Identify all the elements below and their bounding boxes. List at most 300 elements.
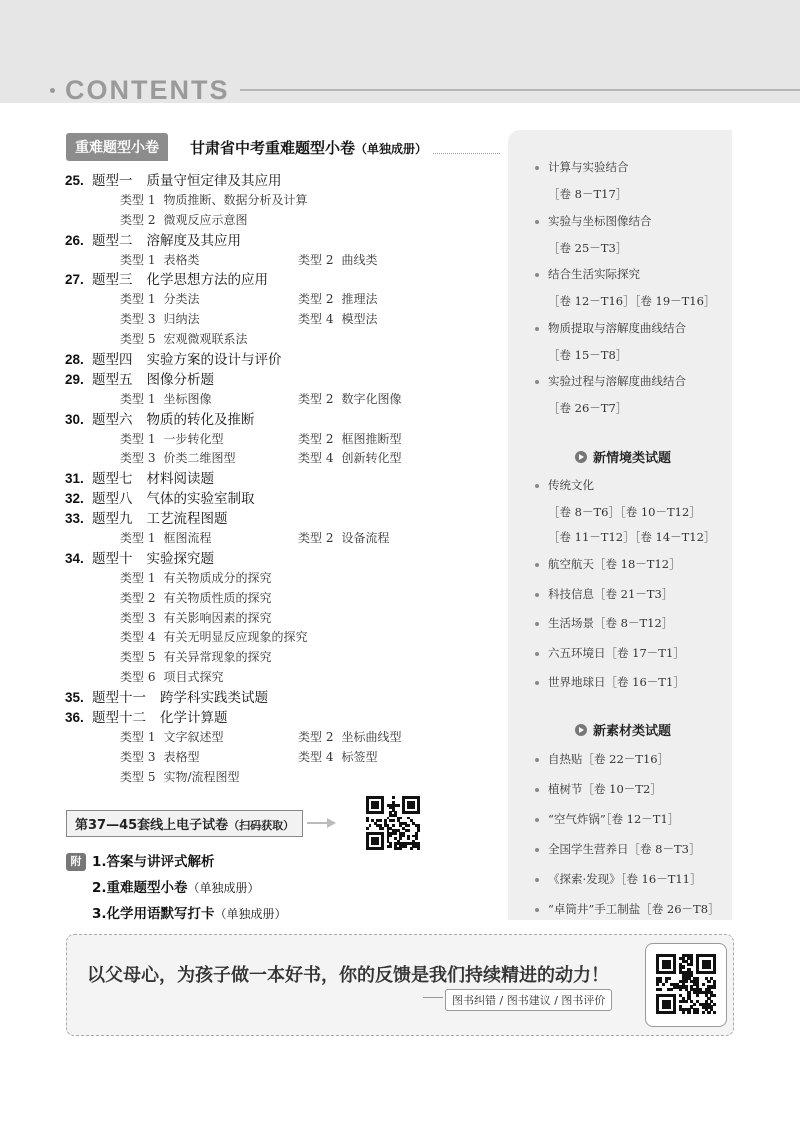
toc-subtype-title: 物质推断、数据分析及计算 <box>163 192 308 207</box>
right-panel-item <box>535 550 735 580</box>
toc-subtype[interactable] <box>298 748 377 768</box>
toc-number: 26. <box>65 232 84 248</box>
qr-module <box>381 827 384 830</box>
toc-sub-row <box>65 748 505 768</box>
appendix-item <box>66 877 287 903</box>
qr-module <box>399 847 402 850</box>
qr-module <box>670 988 673 991</box>
qr-module <box>667 1005 670 1008</box>
qr-module <box>713 985 716 988</box>
qr-module <box>673 1011 676 1014</box>
feedback-label[interactable]: 图书纠错 / 图书建议 / 图书评价 <box>445 989 612 1011</box>
toc-subtype[interactable] <box>120 290 199 310</box>
bullet-icon <box>535 273 539 277</box>
toc-sub-row <box>65 211 505 231</box>
bullet-icon <box>535 484 539 488</box>
page-title: CONTENTS <box>65 74 230 105</box>
qr-module <box>376 842 379 845</box>
right-panel-item <box>535 209 735 234</box>
online-papers-text: 第37—45套线上电子试卷 <box>75 817 229 833</box>
qr-module <box>376 806 379 809</box>
toc-subtype-key: 类型 1 <box>120 192 156 207</box>
right-panel-item-title: 计算与实验结合 <box>548 160 629 174</box>
toc-sub-row <box>65 449 505 469</box>
qr-module <box>696 1011 699 1014</box>
right-panel-item <box>535 580 735 610</box>
right-panel-item-title: 物质提取与溶解度曲线结合 <box>548 320 686 335</box>
online-papers-box[interactable] <box>66 810 303 837</box>
right-panel-item <box>535 774 735 804</box>
toc-subtype-title: 框图流程 <box>163 531 212 546</box>
toc-subtype[interactable] <box>120 191 307 211</box>
bullet-icon <box>535 818 539 822</box>
qr-module <box>366 819 369 822</box>
toc-subtype-title: 表格类 <box>163 252 200 267</box>
toc-sub-row <box>65 290 505 310</box>
toc-title: 质量守恒定律及其应用 <box>146 173 282 189</box>
toc-subtype-title: 坐标图像 <box>163 391 212 406</box>
appendix-badge: 附 <box>66 853 86 871</box>
qr-module <box>687 1011 690 1014</box>
toc-subtype-key: 类型 2 <box>120 212 156 227</box>
table-of-contents <box>65 171 505 788</box>
section-title-text: 甘肃省中考重难题型小卷 <box>190 138 356 157</box>
qr-module <box>379 819 382 822</box>
appendix-item-note: （单独成册） <box>187 881 260 895</box>
bullet-icon <box>535 908 539 912</box>
toc-subtype[interactable] <box>120 768 240 788</box>
bullet-icon <box>535 220 539 224</box>
toc-subtype[interactable] <box>298 449 401 469</box>
qr-module <box>407 837 410 840</box>
qr-module <box>713 994 716 997</box>
toc-number: 32. <box>65 491 84 507</box>
qr-module <box>417 829 420 832</box>
right-panel-item-title: 自热贴［卷 22－T16］ <box>548 751 670 766</box>
right-panel-item-title: 生活场景［卷 8－T12］ <box>548 616 674 630</box>
right-panel-item <box>535 155 735 180</box>
bullet-icon <box>535 652 539 656</box>
toc-subtype-key: 类型 3 <box>120 451 156 466</box>
toc-subtype-key: 类型 4 <box>298 312 334 327</box>
toc-subtype-key: 类型 2 <box>298 252 334 267</box>
toc-type-label: 题型十一 <box>92 690 146 707</box>
right-panel-item <box>535 804 735 834</box>
toc-title: 跨学科实践类试题 <box>160 690 268 707</box>
appendix-item-text: 1.答案与讲评式解析 <box>92 854 215 870</box>
toc-subtype-key: 类型 1 <box>120 292 156 307</box>
toc-type-label: 题型九 <box>92 511 133 528</box>
bullet-icon <box>535 563 539 567</box>
right-panel-heading-text: 新情境类试题 <box>593 451 672 466</box>
qr-module <box>392 796 395 799</box>
qr-module <box>392 824 395 827</box>
bullet-icon <box>535 758 539 762</box>
toc-subtype[interactable] <box>120 330 247 350</box>
qr-module <box>707 965 710 968</box>
toc-subtype-key: 类型 2 <box>298 531 334 546</box>
toc-type-label: 题型二 <box>92 232 133 249</box>
toc-sub-row <box>65 390 505 410</box>
contents-header <box>50 72 800 108</box>
qr-module <box>656 983 659 986</box>
qr-module <box>702 983 705 986</box>
qr-module <box>410 847 413 850</box>
right-panel-ref: ［卷 26－T7］ <box>548 401 628 415</box>
toc-subtype-key: 类型 2 <box>298 292 334 307</box>
qr-module <box>417 847 420 850</box>
toc-subtype-title: 坐标曲线型 <box>341 729 402 744</box>
toc-main-item[interactable] <box>65 410 505 430</box>
section-title <box>190 137 427 158</box>
right-panel-ref: ［卷 8－T6］［卷 10－T12］ <box>548 505 701 519</box>
toc-title: 工艺流程图题 <box>146 511 228 528</box>
qr-module <box>667 977 670 980</box>
qr-module <box>685 1000 688 1003</box>
toc-subtype-title: 标签型 <box>341 749 378 764</box>
right-panel-ref: ［卷 25－T3］ <box>548 240 628 255</box>
toc-number: 25. <box>65 173 84 188</box>
qr-module <box>665 980 668 983</box>
toc-title: 实验方案的设计与评价 <box>146 352 282 369</box>
bullet-icon <box>535 848 539 852</box>
toc-subtype-title: 分类法 <box>163 292 200 307</box>
toc-subtype[interactable] <box>298 290 377 310</box>
qr-module <box>366 827 369 830</box>
qr-module <box>713 1011 716 1014</box>
toc-main-item[interactable] <box>65 350 505 370</box>
qr-module <box>713 971 716 974</box>
qr-module <box>707 1011 710 1014</box>
right-panel-ref: ［卷 11－T12］［卷 14－T12］ <box>548 530 716 544</box>
right-panel-item <box>535 471 735 501</box>
toc-sub-row <box>65 768 505 788</box>
toc-subtype[interactable] <box>120 529 211 549</box>
toc-subtype[interactable] <box>120 609 271 629</box>
qr-module <box>412 806 415 809</box>
toc-number: 36. <box>65 710 84 726</box>
right-panel-item <box>535 894 735 924</box>
toc-subtype-title: 一步转化型 <box>163 431 224 446</box>
appendix-item <box>66 903 287 929</box>
right-panel-item-title: 全国学生营养日［卷 8－T3］ <box>548 841 701 856</box>
right-panel-item-title: 植树节［卷 10－T2］ <box>548 781 662 796</box>
bullet-icon <box>535 327 539 331</box>
qr-module <box>702 1011 705 1014</box>
toc-subtype[interactable] <box>120 390 211 410</box>
toc-title: 图像分析题 <box>146 371 214 388</box>
right-panel-item-title: “卓筒井”手工制盐［卷 26－T8］ <box>548 901 720 916</box>
right-panel-ref: ［卷 8－T17］ <box>548 187 628 201</box>
appendix-item-text: 3.化学用语默写打卡 <box>92 906 215 922</box>
toc-subtype-key: 类型 1 <box>120 570 156 585</box>
toc-sub-row <box>65 529 505 549</box>
bullet-icon <box>535 166 539 170</box>
toc-sub-row <box>65 569 505 589</box>
toc-number: 35. <box>65 690 84 706</box>
toc-subtype[interactable] <box>120 668 223 688</box>
toc-subtype-key: 类型 2 <box>298 391 334 406</box>
toc-sub-row <box>65 310 505 330</box>
toc-subtype-key: 类型 1 <box>120 431 156 446</box>
right-panel-list <box>535 155 735 924</box>
appendix <box>66 851 287 929</box>
toc-subtype[interactable] <box>120 251 199 271</box>
toc-type-label: 题型六 <box>92 411 133 428</box>
toc-subtype-title: 框图推断型 <box>341 431 402 446</box>
toc-sub-row <box>65 191 505 211</box>
right-panel-item-title: 结合生活实际探究 <box>548 267 640 281</box>
right-panel-item-title: 《探索·发现》［卷 16－T11］ <box>548 871 702 886</box>
toc-type-label: 题型十 <box>92 550 133 567</box>
toc-subtype-title: 设备流程 <box>341 531 390 546</box>
qr-module <box>381 811 384 814</box>
section-dotted-line <box>433 140 500 154</box>
right-panel-item-title: 科技信息［卷 21－T3］ <box>548 586 674 601</box>
toc-subtype[interactable] <box>298 728 401 748</box>
toc-type-label: 题型十二 <box>92 710 146 727</box>
qr-module <box>407 824 410 827</box>
toc-subtype-key: 类型 5 <box>120 650 156 665</box>
appendix-item-text: 2.重难题型小卷 <box>92 880 188 896</box>
bullet-icon <box>535 593 539 597</box>
right-panel-item <box>535 609 735 639</box>
section-title-note: （单独成册） <box>355 141 428 156</box>
toc-subtype-title: 推理法 <box>341 292 378 307</box>
qr-module <box>707 980 710 983</box>
toc-number: 31. <box>65 471 84 487</box>
toc-main-item[interactable] <box>65 270 505 290</box>
toc-subtype-key: 类型 4 <box>298 749 334 764</box>
toc-subtype-key: 类型 2 <box>298 729 334 744</box>
toc-subtype-title: 表格型 <box>163 749 200 764</box>
toc-sub-row <box>65 251 505 271</box>
toc-subtype-key: 类型 4 <box>298 451 334 466</box>
toc-subtype-key: 类型 3 <box>120 749 156 764</box>
toc-subtype[interactable] <box>120 628 307 648</box>
toc-title: 物质的转化及推断 <box>146 411 255 428</box>
qr-module <box>659 988 662 991</box>
right-panel-item <box>535 316 735 341</box>
toc-subtype[interactable] <box>120 310 199 330</box>
qr-module <box>369 824 372 827</box>
toc-sub-row <box>65 589 505 609</box>
qr-frame <box>645 943 727 1027</box>
toc-subtype[interactable] <box>298 390 401 410</box>
toc-subtype-title: 微观反应示意图 <box>163 212 248 227</box>
toc-subtype-key: 类型 6 <box>120 670 156 685</box>
toc-type-label: 题型五 <box>92 371 133 388</box>
toc-subtype[interactable] <box>120 728 223 748</box>
qr-module <box>696 994 699 997</box>
toc-subtype-key: 类型 1 <box>120 252 156 267</box>
qr-module <box>399 837 402 840</box>
bullet-icon <box>535 878 539 882</box>
toc-title: 化学计算题 <box>160 710 228 727</box>
qr-module <box>690 963 693 966</box>
toc-subtype-key: 类型 1 <box>120 391 156 406</box>
qr-module <box>682 965 685 968</box>
qr-module <box>405 845 408 848</box>
qr-module <box>392 819 395 822</box>
right-panel-ref: ［卷 12－T16］［卷 19－T16］ <box>548 294 716 308</box>
toc-subtype-title: 有关影响因素的探究 <box>163 610 272 625</box>
toc-subtype-key: 类型 3 <box>120 312 156 327</box>
toc-sub-row <box>65 330 505 350</box>
toc-subtype-title: 曲线类 <box>341 252 378 267</box>
right-panel-item-title: 六五环境日［卷 17－T1］ <box>548 645 685 660</box>
online-papers-note: （扫码获取） <box>228 818 295 832</box>
right-panel-item-title: 航空航天［卷 18－T12］ <box>548 557 681 571</box>
right-panel-item <box>535 744 735 774</box>
right-panel-ref: ［卷 15－T8］ <box>548 347 628 362</box>
toc-subtype-title: 宏观微观联系法 <box>163 332 248 347</box>
toc-subtype-key: 类型 2 <box>120 590 156 605</box>
right-panel-item-title: 传统文化 <box>548 477 594 492</box>
qr-module <box>399 817 402 820</box>
toc-subtype-title: 有关物质性质的探究 <box>163 590 272 605</box>
toc-main-item[interactable] <box>65 489 505 509</box>
toc-title: 气体的实验室制取 <box>146 491 255 508</box>
qr-code-online-papers[interactable] <box>366 796 420 850</box>
right-panel-item <box>535 639 735 669</box>
right-panel-heading <box>535 716 735 744</box>
toc-main-item[interactable] <box>65 509 505 529</box>
footer-slogan: 以父母心，为孩子做一本好书，你的反馈是我们持续精进的动力！ <box>87 965 609 986</box>
toc-subtype[interactable] <box>298 529 389 549</box>
toc-number: 34. <box>65 550 84 566</box>
toc-main-item[interactable] <box>65 688 505 708</box>
qr-module <box>662 983 665 986</box>
qr-module <box>394 832 397 835</box>
toc-subtype[interactable] <box>298 310 377 330</box>
right-panel-heading-text: 新素材类试题 <box>593 724 672 739</box>
toc-subtype-title: 实物/流程图型 <box>163 769 240 784</box>
toc-title: 材料阅读题 <box>146 471 214 488</box>
toc-subtype-title: 有关无明显反应现象的探究 <box>163 630 308 645</box>
right-panel-item <box>535 369 735 394</box>
online-papers <box>66 810 337 836</box>
toc-subtype[interactable] <box>120 569 271 589</box>
toc-subtype-key: 类型 5 <box>120 332 156 347</box>
toc-subtype-key: 类型 4 <box>120 630 156 645</box>
toc-subtype-key: 类型 3 <box>120 610 156 625</box>
toc-subtype-title: 价类二维图型 <box>163 451 236 466</box>
toc-main-item[interactable] <box>65 708 505 728</box>
toc-subtype-key: 类型 2 <box>298 431 334 446</box>
qr-module <box>673 971 676 974</box>
bullet-icon <box>535 681 539 685</box>
qr-module <box>407 829 410 832</box>
toc-sub-row <box>65 728 505 748</box>
toc-number: 29. <box>65 371 84 387</box>
play-circle-icon <box>575 451 587 463</box>
qr-module <box>693 1003 696 1006</box>
toc-number: 28. <box>65 352 84 368</box>
toc-subtype[interactable] <box>120 589 271 609</box>
qr-module <box>417 811 420 814</box>
right-panel-item <box>535 262 735 287</box>
toc-number: 30. <box>65 411 84 427</box>
toc-title: 实验探究题 <box>146 550 214 567</box>
toc-type-label: 题型七 <box>92 471 133 488</box>
appendix-item-note: （单独成册） <box>214 907 287 921</box>
toc-sub-row <box>65 609 505 629</box>
toc-subtype[interactable] <box>298 251 377 271</box>
toc-subtype[interactable] <box>120 648 271 668</box>
bullet-icon <box>535 622 539 626</box>
toc-subtype[interactable] <box>120 748 199 768</box>
right-panel-item-title: 实验与坐标图像结合 <box>548 213 652 228</box>
arrow-right-icon <box>307 818 337 828</box>
right-panel-heading <box>535 443 735 471</box>
qr-code-feedback[interactable] <box>656 954 716 1014</box>
qr-module <box>381 847 384 850</box>
toc-type-label: 题型四 <box>92 352 133 369</box>
toc-subtype-title: 有关物质成分的探究 <box>163 570 272 585</box>
toc-number: 27. <box>65 272 84 288</box>
toc-subtype[interactable] <box>120 211 247 231</box>
toc-subtype-title: 归纳法 <box>163 312 200 327</box>
toc-type-label: 题型八 <box>92 491 133 508</box>
right-panel-item <box>535 864 735 894</box>
toc-subtype[interactable] <box>298 430 401 450</box>
toc-subtype-key: 类型 1 <box>120 531 156 546</box>
qr-module <box>389 835 392 838</box>
toc-subtype-key: 类型 1 <box>120 729 156 744</box>
qr-module <box>389 845 392 848</box>
header-rule <box>240 89 800 91</box>
bullet-icon <box>535 380 539 384</box>
feedback-pointer-line <box>423 997 443 998</box>
toc-type-label: 题型三 <box>92 272 133 289</box>
header-dot <box>50 88 55 93</box>
qr-module <box>402 835 405 838</box>
toc-sub-row <box>65 628 505 648</box>
toc-number: 33. <box>65 511 84 527</box>
toc-main-item[interactable] <box>65 370 505 390</box>
toc-main-item[interactable] <box>65 469 505 489</box>
toc-title: 化学思想方法的应用 <box>146 272 268 289</box>
right-panel-item <box>535 668 735 698</box>
play-circle-icon <box>575 724 587 736</box>
toc-sub-row <box>65 430 505 450</box>
qr-module <box>685 980 688 983</box>
toc-subtype-title: 模型法 <box>341 312 378 327</box>
footer-feedback-box <box>66 934 734 1036</box>
toc-subtype[interactable] <box>120 449 235 469</box>
toc-main-item[interactable] <box>65 549 505 569</box>
right-panel-item-title: 世界地球日［卷 16－T1］ <box>548 675 685 689</box>
qr-module <box>415 837 418 840</box>
toc-sub-row <box>65 648 505 668</box>
toc-subtype-title: 创新转化型 <box>341 451 402 466</box>
toc-main-item[interactable] <box>65 231 505 251</box>
toc-main-item[interactable] <box>65 171 505 191</box>
appendix-item <box>66 851 287 877</box>
qr-module <box>679 988 682 991</box>
toc-subtype[interactable] <box>120 430 223 450</box>
toc-title: 溶解度及其应用 <box>146 232 241 249</box>
section-tag: 重难题型小卷 <box>66 133 168 161</box>
toc-subtype-key: 类型 5 <box>120 769 156 784</box>
section-header <box>66 132 500 162</box>
qr-module <box>667 965 670 968</box>
toc-sub-row <box>65 668 505 688</box>
right-panel-item-title: 实验过程与溶解度曲线结合 <box>548 374 686 388</box>
qr-module <box>397 804 400 807</box>
bullet-icon <box>535 788 539 792</box>
